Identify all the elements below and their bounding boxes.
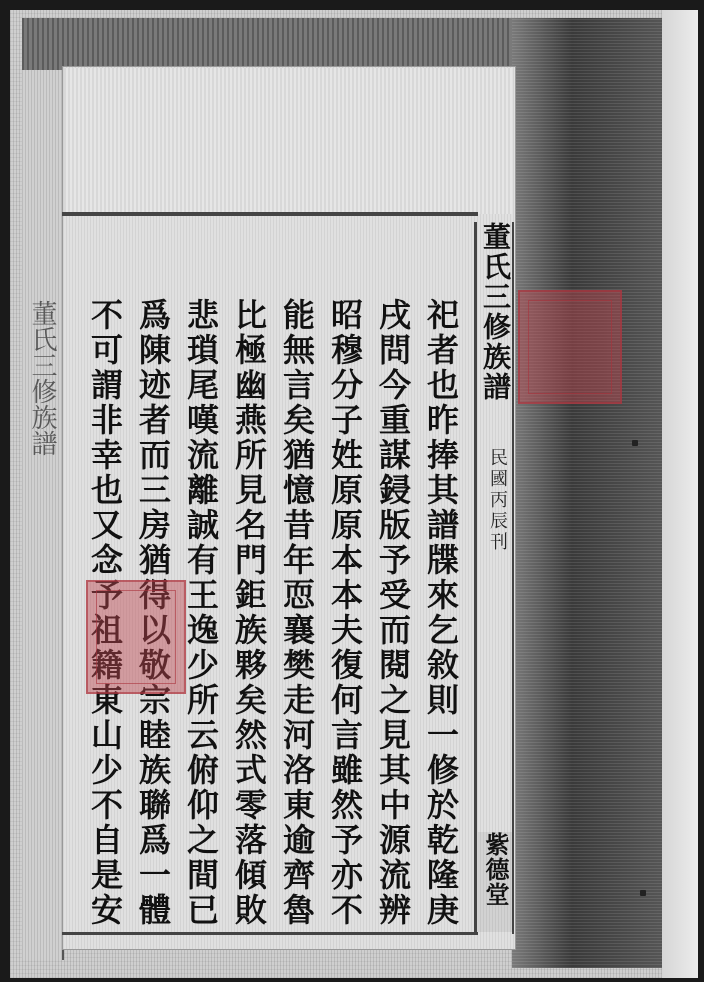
- banxin-left-rule: [474, 222, 477, 934]
- frame-top-rule: [62, 212, 478, 216]
- scan-speck: [632, 440, 638, 446]
- banxin-date: 民國丙辰刊: [487, 448, 508, 553]
- text-column-2: 戌問今重謀鋟版予受而閱之見其中源流辨: [374, 298, 412, 928]
- banxin-title: 董氏三修族譜: [479, 222, 512, 402]
- red-seal-stamp: [86, 580, 186, 694]
- adjacent-page-text: 董氏三修族譜: [27, 300, 57, 456]
- text-column-6: 悲瑣尾嘆流離誠有王逸少所云俯仰之間已: [182, 298, 220, 928]
- banxin-right-rule: [512, 222, 514, 934]
- text-column-5: 比極幽燕所見名門鉅族夥矣然式零落傾敗: [230, 298, 268, 928]
- banxin-hall-name: 紫德堂: [478, 832, 512, 932]
- text-column-4: 能無言矣猶憶昔年恧襄樊走河洛東逾齊魯: [278, 298, 316, 928]
- text-column-3: 昭穆分子姓原原本本夫復何言雖然予亦不: [326, 298, 364, 928]
- page-top-margin: [64, 68, 512, 214]
- text-column-1: 祀者也昨捧其譜牒來乞敘則一修於乾隆庚: [422, 298, 460, 928]
- frame-bottom-rule: [62, 932, 478, 935]
- text-column-7: 爲陳迹者而三房猶得以敬宗睦族聯爲一體: [134, 298, 172, 928]
- binding-shadow: [512, 18, 662, 968]
- text-column-8: 不可謂非幸也又念予祖籍東山少不自是安: [86, 298, 124, 928]
- adjacent-page-strip: [22, 70, 64, 960]
- red-seal-stamp: [518, 290, 622, 404]
- page-edge: [662, 10, 698, 978]
- scan-speck: [640, 890, 646, 896]
